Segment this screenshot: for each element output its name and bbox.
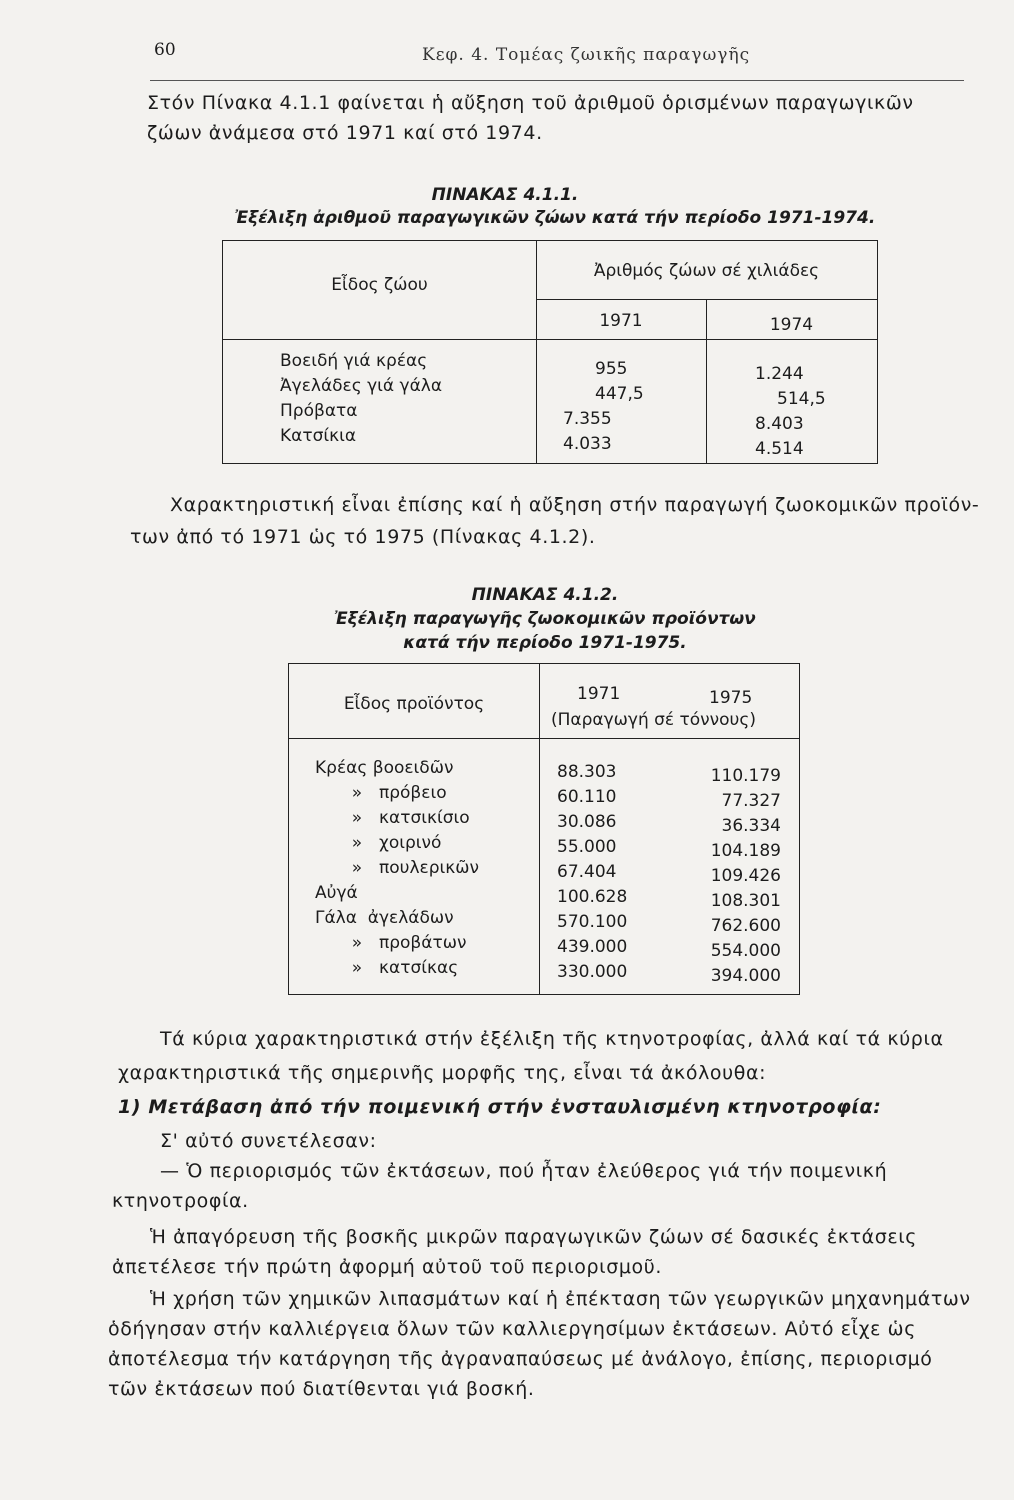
table2-col-divider bbox=[539, 664, 540, 994]
table-cell: 88.303 bbox=[557, 762, 617, 782]
table-cell: 30.086 bbox=[557, 812, 617, 832]
table1-header-year-1974: 1974 bbox=[769, 315, 814, 335]
table-cell: 1.244 bbox=[755, 364, 804, 384]
table-row: Αὐγά bbox=[315, 883, 358, 903]
table2-header-unit: (Παραγωγή σέ τόννους) bbox=[551, 710, 756, 730]
table-row: Κατσίκια bbox=[280, 426, 357, 446]
closing-line-7: ἀπετέλεσε τήν πρώτη ἀφορμή αὐτοῦ τοῦ περιορισμοῦ. bbox=[112, 1256, 662, 1278]
closing-line-4: — Ὁ περιορισμός τῶν ἐκτάσεων, πού ἦταν ἐλεύθερος γιά τήν ποιμενική bbox=[160, 1160, 888, 1182]
table-row: κατσίκας bbox=[379, 958, 459, 978]
ditto-mark: » bbox=[351, 833, 363, 853]
intro-line-1: Στόν Πίνακα 4.1.1 φαίνεται ἡ αὔξηση τοῦ ἀριθμοῦ ὁρισμένων παραγωγικῶν bbox=[147, 92, 914, 114]
table-cell: 394.000 bbox=[710, 966, 781, 986]
table2-kind-column-b bbox=[379, 781, 479, 881]
table-cell: 439.000 bbox=[557, 937, 628, 957]
table2-header-year-1971: 1971 bbox=[577, 684, 621, 704]
table-row: κατσικίσιο bbox=[379, 808, 470, 828]
table1-header-kind: Εἶδος ζώου bbox=[331, 275, 428, 295]
table-cell: 109.426 bbox=[710, 866, 781, 886]
table-cell: 955 bbox=[595, 359, 628, 379]
table-cell: 4.033 bbox=[563, 434, 612, 454]
table-row: πρόβειο bbox=[379, 783, 447, 803]
table-cell: 570.100 bbox=[557, 912, 628, 932]
closing-line-8: Ἡ χρήση τῶν χημικῶν λιπασμάτων καί ἡ ἐπέκταση τῶν γεωργικῶν μηχανημάτων bbox=[150, 1288, 971, 1310]
table-row: Κρέας βοοειδῶν bbox=[315, 758, 454, 778]
running-header bbox=[150, 40, 964, 81]
table2-1971-column bbox=[557, 760, 647, 985]
table1-header-year-1971: 1971 bbox=[599, 311, 643, 331]
table-cell: 4.514 bbox=[755, 439, 804, 459]
table-cell: 762.600 bbox=[710, 916, 781, 936]
table2 bbox=[288, 663, 800, 995]
table-row: Ἀγελάδες γιά γάλα bbox=[280, 376, 443, 396]
table-row: πουλερικῶν bbox=[379, 858, 480, 878]
table-cell: 100.628 bbox=[557, 887, 628, 907]
table2-kind-column-d bbox=[379, 931, 466, 981]
table-row: προβάτων bbox=[379, 933, 467, 953]
ditto-mark: » bbox=[351, 858, 363, 878]
table1-1974-column bbox=[755, 362, 845, 462]
table2-title-line1: Ἐξέλιξη παραγωγῆς ζωοκομικῶν προϊόντων bbox=[334, 609, 756, 629]
table-cell: 554.000 bbox=[710, 941, 781, 961]
table2-header-year-1975: 1975 bbox=[709, 688, 753, 708]
table1-title: Ἐξέλιξη ἀριθμοῦ παραγωγικῶν ζώων κατά τήν περίοδο 1971-1974. bbox=[234, 208, 876, 228]
mid-line-1: Χαρακτηριστική εἶναι ἐπίσης καί ἡ αὔξηση στήν παραγωγή ζωοκομικῶν προϊόν- bbox=[170, 494, 980, 516]
table2-header-kind: Εἶδος προϊόντος bbox=[343, 694, 485, 714]
closing-line-3: Σ' αὐτό συνετέλεσαν: bbox=[160, 1130, 377, 1152]
table-cell: 77.327 bbox=[721, 791, 781, 811]
closing-line-5: κτηνοτροφία. bbox=[112, 1190, 249, 1212]
ditto-mark: » bbox=[351, 808, 363, 828]
table-cell: 104.189 bbox=[710, 841, 781, 861]
table2-kind-column-a bbox=[315, 756, 453, 781]
mid-line-2: των ἀπό τό 1971 ὡς τό 1975 (Πίνακας 4.1.2). bbox=[130, 526, 596, 548]
table-cell: 60.110 bbox=[557, 787, 617, 807]
table2-header-rule bbox=[289, 738, 799, 739]
closing-line-9: ὁδήγησαν στήν καλλιέργεια ὅλων τῶν καλλιεργησίμων ἐκτάσεων. Αὐτό εἶχε ὡς bbox=[108, 1318, 916, 1340]
table1-label: ΠΙΝΑΚΑΣ 4.1.1. bbox=[431, 185, 579, 205]
table-cell: 110.179 bbox=[710, 766, 781, 786]
table1-kind-column bbox=[280, 349, 442, 449]
table2-1975-column bbox=[691, 764, 781, 989]
closing-line-10: ἀποτέλεσμα τήν κατάργηση τῆς ἀγραναπαύσεως μέ ἀνάλογο, ἐπίσης, περιορισμό bbox=[108, 1348, 933, 1370]
table-cell: 67.404 bbox=[557, 862, 617, 882]
table2-kind-column-c bbox=[315, 881, 454, 931]
running-title: Κεφ. 4. Τομέας ζωικῆς παραγωγῆς bbox=[422, 45, 751, 65]
closing-line-1: Τά κύρια χαρακτηριστικά στήν ἐξέλιξη τῆς κτηνοτροφίας, ἀλλά καί τά κύρια bbox=[160, 1028, 944, 1050]
table1-1971-column bbox=[563, 357, 653, 457]
table-cell: 330.000 bbox=[557, 962, 628, 982]
table-row: Πρόβατα bbox=[280, 401, 358, 421]
closing-line-2: χαρακτηριστικά τῆς σημερινῆς μορφῆς της, εἶναι τά ἀκόλουθα: bbox=[118, 1062, 767, 1084]
table2-title-line2: κατά τήν περίοδο 1971-1975. bbox=[403, 633, 687, 653]
table-cell: 7.355 bbox=[563, 409, 612, 429]
table-row: χοιρινό bbox=[379, 833, 442, 853]
table2-ditto-column bbox=[335, 756, 379, 981]
table-cell: 108.301 bbox=[710, 891, 781, 911]
ditto-mark: » bbox=[351, 958, 363, 978]
table-row: Βοειδή γιά κρέας bbox=[280, 351, 428, 371]
closing-line-11: τῶν ἐκτάσεων πού διατίθενται γιά βοσκή. bbox=[108, 1378, 535, 1400]
table-cell: 55.000 bbox=[557, 837, 617, 857]
table1 bbox=[222, 240, 878, 464]
table2-label: ΠΙΝΑΚΑΣ 4.1.2. bbox=[471, 585, 619, 605]
intro-line-2: ζώων ἀνάμεσα στό 1971 καί στό 1974. bbox=[147, 122, 543, 144]
table1-header-group: Ἀριθμός ζώων σέ χιλιάδες bbox=[593, 261, 820, 281]
table-cell: 514,5 bbox=[777, 389, 826, 409]
ditto-mark: » bbox=[351, 933, 363, 953]
ditto-mark: » bbox=[351, 783, 363, 803]
table-cell: 8.403 bbox=[755, 414, 804, 434]
section-heading: 1) Μετάβαση ἀπό τήν ποιμενική στήν ἐνσταυλισμένη κτηνοτροφία: bbox=[118, 1096, 882, 1118]
page-number: 60 bbox=[154, 40, 176, 60]
table1-header-rule bbox=[223, 339, 877, 340]
table-cell: 447,5 bbox=[595, 384, 644, 404]
table-row: Γάλα ἀγελάδων bbox=[315, 908, 454, 928]
closing-line-6: Ἡ ἀπαγόρευση τῆς βοσκῆς μικρῶν παραγωγικῶν ζώων σέ δασικές ἐκτάσεις bbox=[150, 1226, 918, 1248]
table-cell: 36.334 bbox=[721, 816, 781, 836]
